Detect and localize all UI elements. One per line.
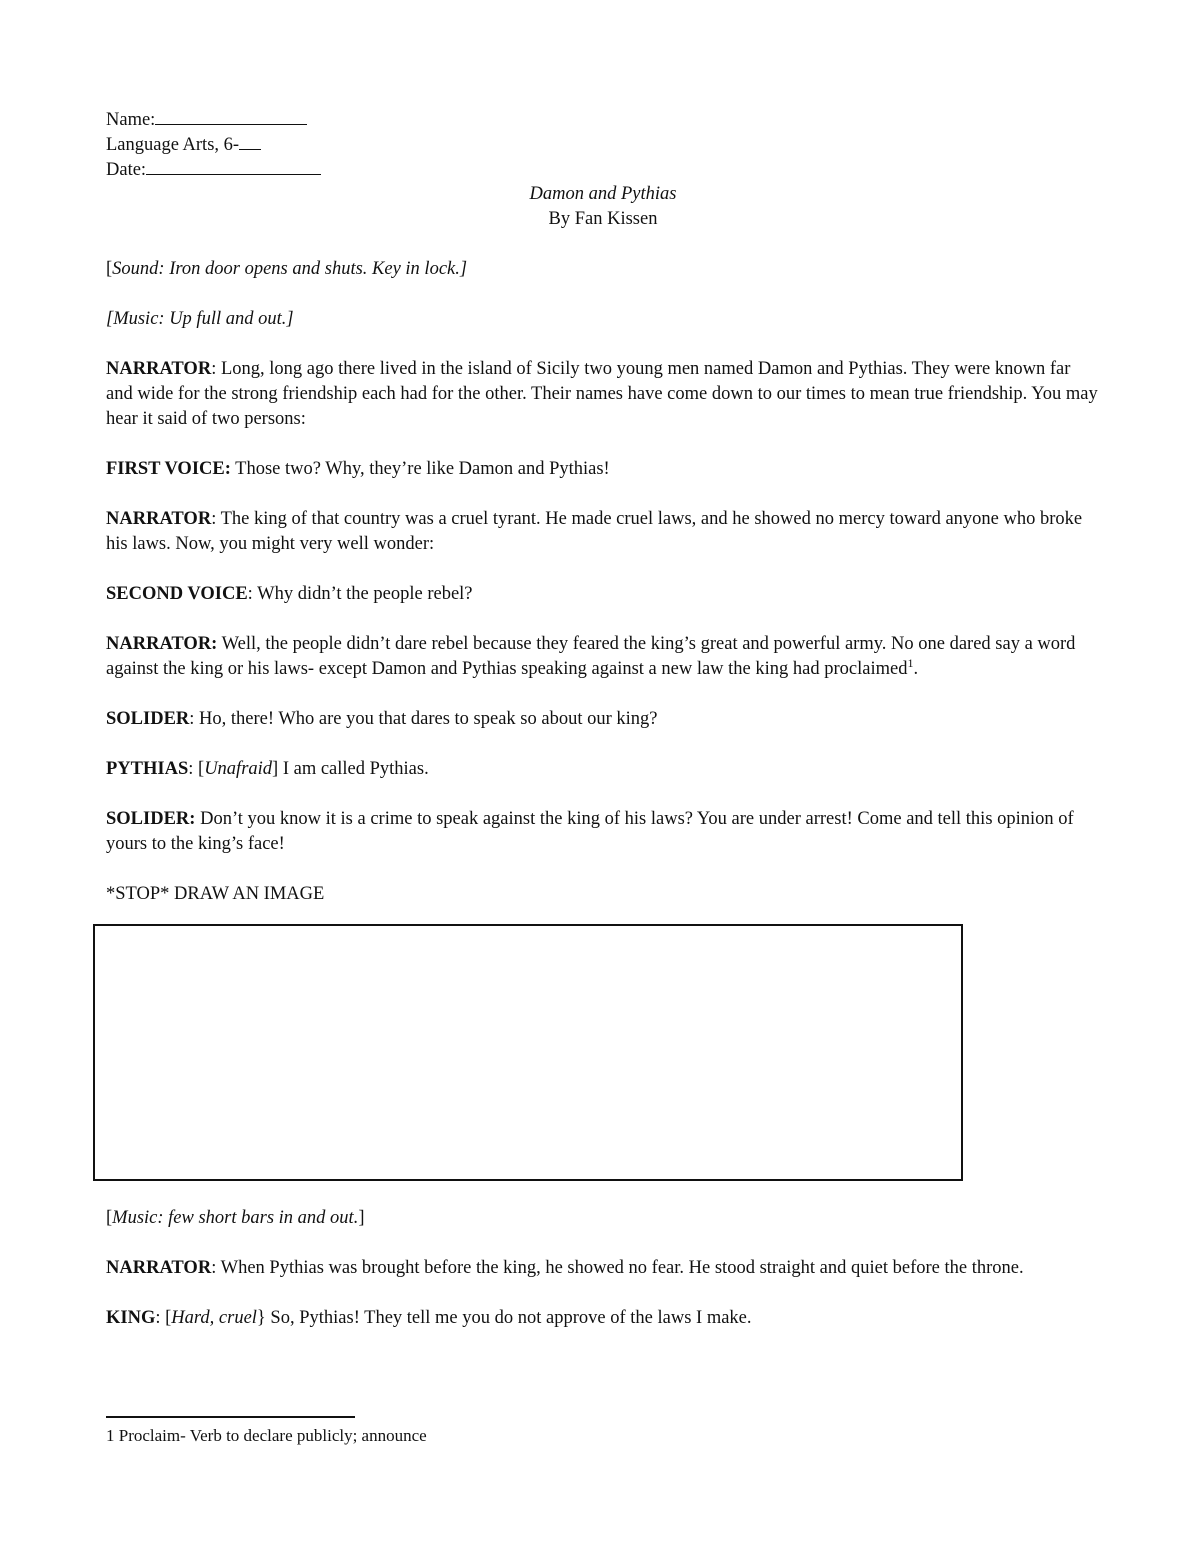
narrator-line-2: NARRATOR: The king of that country was a cruel tyrant. He made cruel laws, and he showed no mercy toward anyone who broke his laws. Now, you might very well wonder:: [106, 509, 1083, 554]
music-cue-2: [Music: few short bars in and out.]: [106, 1208, 365, 1228]
worksheet-page: [106, 107, 1100, 907]
speaker-label: SOLIDER: [106, 709, 190, 729]
speaker-label: NARRATOR: [106, 359, 212, 379]
class-label: Language Arts, 6-: [106, 135, 240, 155]
speaker-label: SECOND VOICE: [106, 584, 248, 604]
second-voice-line: SECOND VOICE: Why didn’t the people rebel?: [106, 584, 473, 604]
footnote: 1 Proclaim- Verb to declare publicly; announce: [106, 1426, 427, 1445]
name-line: [106, 107, 1100, 132]
name-blank[interactable]: [155, 107, 307, 125]
speaker-label: PYTHIAS: [106, 759, 189, 779]
pythias-line: PYTHIAS: [Unafraid] I am called Pythias.: [106, 759, 429, 779]
speaker-label: NARRATOR:: [106, 634, 218, 654]
footnote-separator: [106, 1416, 355, 1418]
speaker-label: KING: [106, 1308, 156, 1328]
sound-cue-text: Sound: Iron door opens and shuts. Key in lock.]: [112, 259, 468, 279]
footnote-ref: 1: [907, 655, 914, 670]
speaker-label: SOLIDER:: [106, 809, 196, 829]
speaker-label: NARRATOR: [106, 1258, 212, 1278]
play-title-text: Damon and Pythias: [529, 184, 677, 204]
worksheet-page-lower: [106, 1206, 1100, 1331]
date-blank[interactable]: [146, 157, 321, 175]
music-cue-1: [Music: Up full and out.]: [106, 309, 294, 329]
drawing-box[interactable]: [93, 924, 963, 1181]
first-voice-line: FIRST VOICE: Those two? Why, they’re like Damon and Pythias!: [106, 459, 610, 479]
stage-direction: Unafraid: [204, 759, 273, 779]
author-line: By Fan Kissen: [548, 209, 658, 229]
solider-line-1: SOLIDER: Ho, there! Who are you that dares to speak so about our king?: [106, 709, 658, 729]
date-line: [106, 157, 1100, 182]
play-title: [106, 182, 1100, 207]
narrator-line-3: NARRATOR: Well, the people didn’t dare rebel because they feared the king’s great and powerful army. No one dared say a word against the king or his laws- except Damon and Pythias speaking against a new law the king had proclaimed$^1$.: [106, 634, 1076, 679]
king-line: KING: [Hard, cruel} So, Pythias! They tell me you do not approve of the laws I make.: [106, 1308, 752, 1328]
class-line: [106, 132, 1100, 157]
date-label: Date:: [106, 160, 147, 180]
narrator-line-1: NARRATOR: Long, long ago there lived in the island of Sicily two young men named Damon and Pythias. They were known far and wide for the strong friendship each had for the other. Their names have come down to our times to mean true friendship. You may hear it said of two persons:: [106, 359, 1098, 429]
speaker-label: FIRST VOICE:: [106, 459, 231, 479]
stage-direction: Hard, cruel: [171, 1308, 257, 1328]
name-label: Name:: [106, 110, 156, 130]
solider-line-2: SOLIDER: Don’t you know it is a crime to speak against the king of his laws? You are under arrest! Come and tell this opinion of yours to the king’s face!: [106, 809, 1074, 854]
draw-prompt: *STOP* DRAW AN IMAGE: [106, 884, 325, 904]
sound-cue: [Sound: Iron door opens and shuts. Key in lock.]: [106, 259, 468, 279]
class-period-blank[interactable]: [239, 132, 261, 150]
speaker-label: NARRATOR: [106, 509, 212, 529]
narrator-line-4: NARRATOR: When Pythias was brought before the king, he showed no fear. He stood straight and quiet before the throne.: [106, 1258, 1024, 1278]
